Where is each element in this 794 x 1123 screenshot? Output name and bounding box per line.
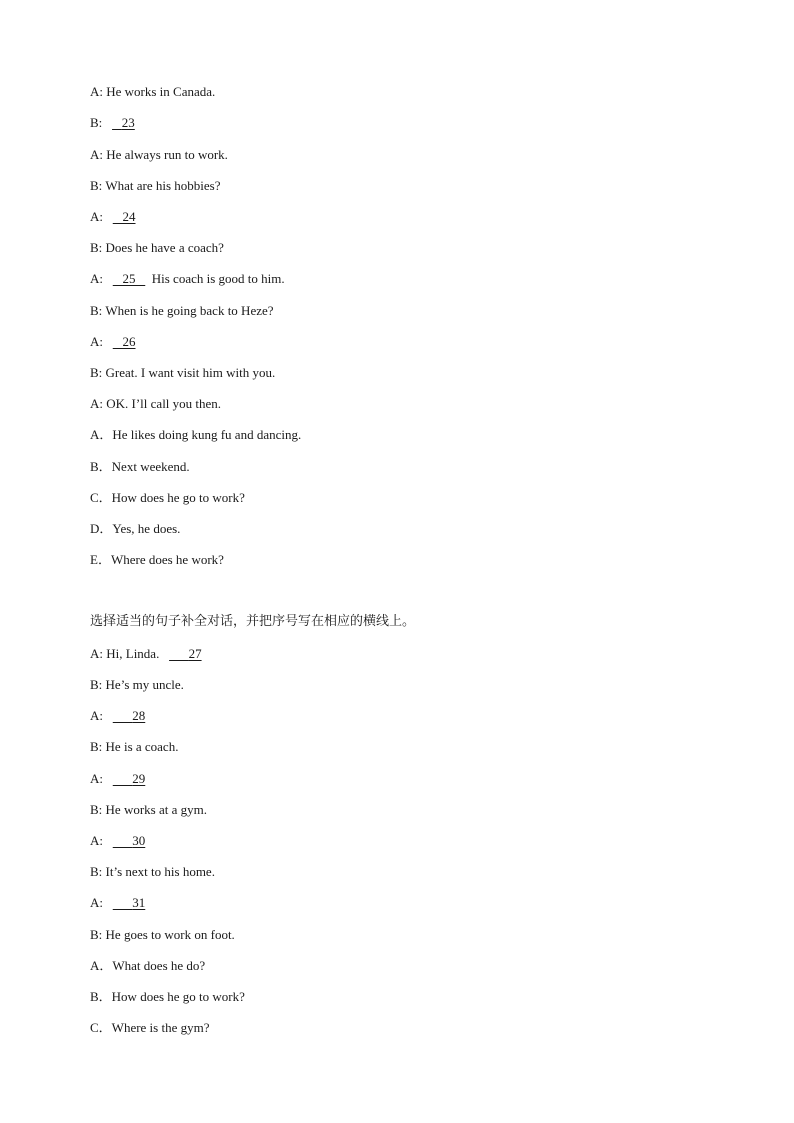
line-text: He works in Canada. [106,84,216,99]
dialogue-line [90,771,145,787]
speaker: A: [90,771,103,786]
option-text: Next weekend. [111,459,190,474]
dialogue-line [90,84,215,100]
dialogue-line [90,895,145,911]
dialogue-line [90,115,135,131]
dialogue-line [90,739,178,755]
line-text: OK. I’ll call you then. [106,396,222,411]
option-letter: A． [90,427,113,442]
line-text: What are his hobbies? [105,178,221,193]
speaker: B: [90,677,103,692]
dialogue-line [90,303,274,319]
dialogue-line [90,271,285,287]
blank-number: 29 [132,771,146,786]
option-item [90,459,190,475]
option-letter: C． [90,490,112,505]
line-text: Does he have a coach? [105,240,224,255]
option-letter: B． [90,989,112,1004]
option-letter: C． [90,1020,112,1035]
option-text: Yes, he does. [112,521,181,536]
dialogue-line [90,334,136,350]
dialogue-line [90,833,145,849]
answer-blank [113,708,146,723]
blank-number: 23 [121,115,135,130]
speaker: A: [90,895,103,910]
line-text: Hi, Linda. [106,646,160,661]
speaker: B: [90,864,103,879]
dialogue-line [90,927,235,943]
speaker: B: [90,739,103,754]
dialogue-line [90,708,145,724]
option-item [90,552,224,568]
section-instruction: 选择适当的句子补全对话，并把序号写在相应的横线上。 [90,614,416,629]
option-text: How does he go to work? [111,989,245,1004]
speaker: A: [90,84,103,99]
option-letter: D． [90,521,113,536]
blank-number: 31 [132,895,146,910]
dialogue-line [90,646,202,662]
option-text: Where does he work? [110,552,224,567]
blank-number: 30 [132,833,146,848]
option-item [90,521,180,537]
speaker: B: [90,365,103,380]
line-text: He always run to work. [106,147,228,162]
speaker: B: [90,927,103,942]
blank-number: 24 [122,209,136,224]
answer-blank [113,771,146,786]
blank-number: 26 [122,334,136,349]
line-text: He’s my uncle. [105,677,184,692]
speaker: B: [90,115,103,130]
dialogue-line [90,396,221,412]
answer-blank [113,209,136,224]
line-text: When is he going back to Heze? [105,303,274,318]
line-text: Great. I want visit him with you. [105,365,276,380]
line-text: He is a coach. [105,739,179,754]
dialogue-line [90,677,184,693]
speaker: A: [90,646,103,661]
speaker: B: [90,178,103,193]
option-item [90,427,301,443]
dialogue-line [90,365,275,381]
speaker: A: [90,334,103,349]
option-text: How does he go to work? [111,490,245,505]
speaker: A: [90,209,103,224]
blank-number: 27 [188,646,202,661]
answer-blank [169,646,202,661]
answer-blank [113,334,136,349]
blank-number: 25 [122,271,136,286]
speaker: A: [90,271,103,286]
dialogue-line [90,178,220,194]
line-text: His coach is good to him. [151,271,285,286]
option-item [90,958,205,974]
option-item [90,1020,210,1036]
line-text: It’s next to his home. [105,864,215,879]
dialogue-line [90,147,228,163]
dialogue-line [90,209,136,225]
answer-blank [113,271,146,286]
option-text: What does he do? [112,958,206,973]
dialogue-line [90,864,215,880]
option-item [90,989,245,1005]
line-text: He works at a gym. [105,802,207,817]
answer-blank [113,833,146,848]
option-letter: B． [90,459,112,474]
option-text: He likes doing kung fu and dancing. [112,427,302,442]
speaker: A: [90,396,103,411]
option-text: Where is the gym? [111,1020,210,1035]
speaker: A: [90,708,103,723]
answer-blank [112,115,135,130]
speaker: B: [90,802,103,817]
blank-number: 28 [132,708,146,723]
speaker: A: [90,147,103,162]
option-item [90,490,245,506]
option-letter: E． [90,552,111,567]
option-letter: A． [90,958,113,973]
speaker: B: [90,240,103,255]
dialogue-line [90,802,207,818]
line-text: He goes to work on foot. [105,927,235,942]
speaker: A: [90,833,103,848]
speaker: B: [90,303,103,318]
answer-blank [113,895,146,910]
dialogue-line [90,240,224,256]
